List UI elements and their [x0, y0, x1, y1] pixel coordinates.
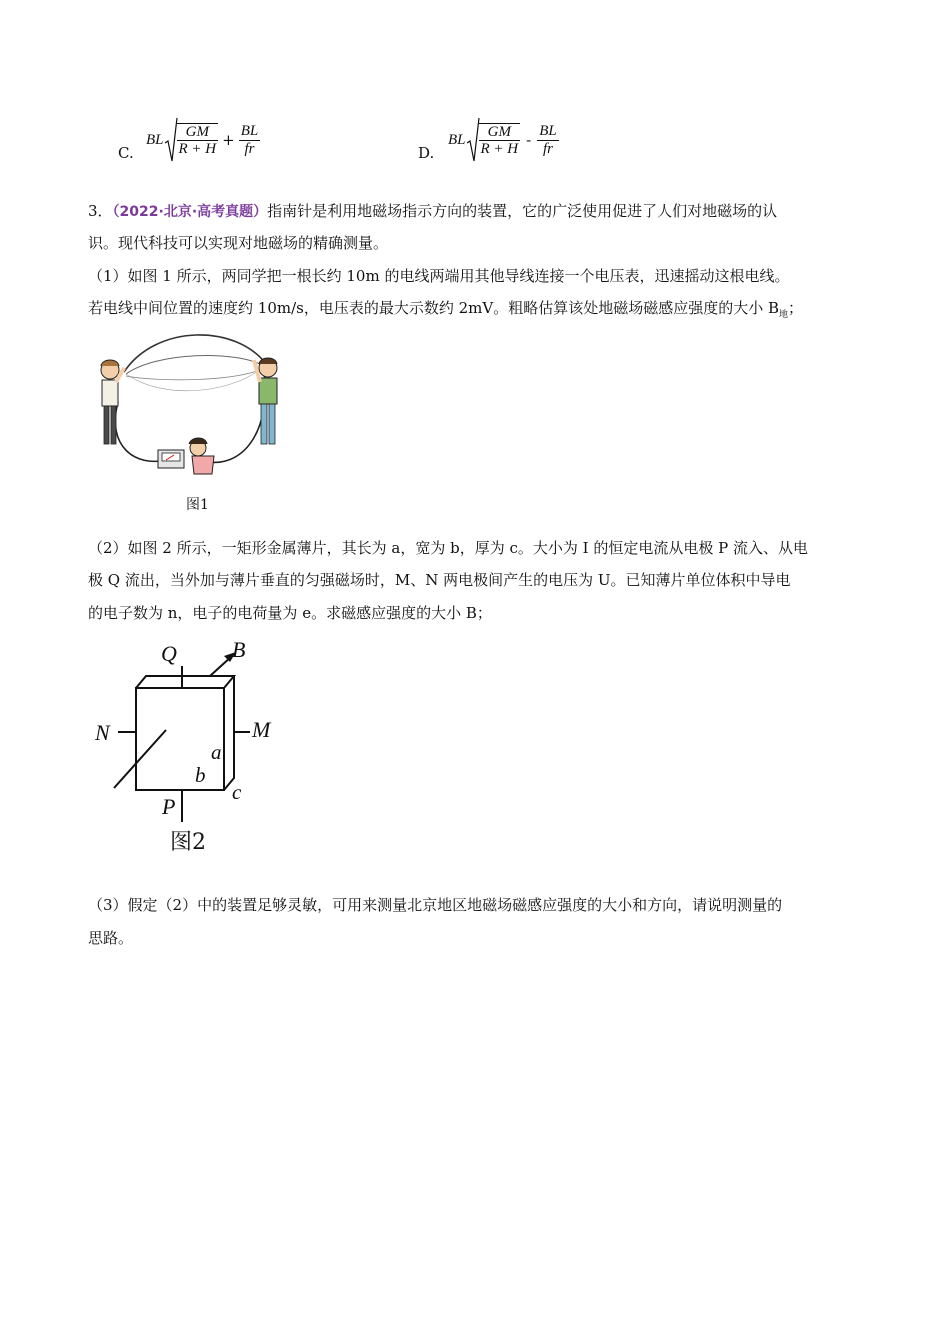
figure2-label-m: M: [252, 717, 271, 742]
sqrt-fraction: [177, 123, 219, 158]
formula-fr: fr: [542, 140, 553, 157]
part1-line1: （1）如图 1 所示，两同学把一根长约 10m 的电线两端用其他导线连接一个电压表，迅速摇动这根电线。: [88, 267, 790, 285]
sqrt-sign-icon: [466, 117, 480, 163]
formula-rh: R + H: [480, 141, 519, 157]
figure1-caption: 图1: [186, 497, 209, 513]
option-c-formula: [146, 117, 260, 163]
figure2-label-a: a: [211, 740, 222, 764]
part2-line3: 的电子数为 n，电子的电荷量为 e。求磁感应强度的大小 B；: [88, 604, 492, 622]
fraction-bl-fr: [239, 123, 261, 157]
formula-bl-num: BL: [539, 123, 557, 139]
option-d-formula: [448, 117, 559, 163]
formula-sign: -: [526, 131, 532, 149]
formula-bl: BL: [146, 131, 164, 148]
formula-gm: GM: [479, 124, 521, 142]
figure2-caption: 图2: [170, 830, 206, 855]
figure1-illustration: [96, 332, 286, 482]
formula-fr: fr: [244, 140, 255, 157]
figure2-label-p: P: [162, 794, 176, 819]
intro-text: 指南针是利用地磁场指示方向的装置，它的广泛使用促进了人们对地磁场的认: [267, 202, 778, 220]
figure2-label-c: c: [232, 780, 242, 804]
part2-line2: 极 Q 流出，当外加与薄片垂直的匀强磁场时，M、N 两电极间产生的电压为 U。已知薄片单位体积中导电: [88, 571, 791, 589]
figure2-label-q: Q: [161, 641, 177, 666]
part1-text: 若电线中间位置的速度约 10m/s，电压表的最大示数约 2mV。粗略估算该处地磁场磁感应强度的大小 B: [88, 299, 779, 317]
question-source-tag: （2022·北京·高考真题）: [112, 204, 268, 220]
figure2-label-n: N: [95, 720, 110, 745]
part1-line2: [88, 298, 868, 325]
fraction-bl-fr: [537, 123, 559, 157]
formula-rh: R + H: [178, 141, 217, 157]
question-intro-line2: 识。现代科技可以实现对地磁场的精确测量。: [88, 234, 389, 252]
formula-bl-num: BL: [240, 123, 259, 139]
sqrt-sign-icon: [164, 117, 178, 163]
option-d-label: D.: [418, 144, 435, 162]
question-intro-line1: [88, 201, 868, 222]
figure2-label-b-lower: b: [195, 763, 206, 787]
part1-end: ；: [788, 299, 804, 317]
formula-bl: BL: [448, 131, 466, 148]
question-number: 3．: [88, 202, 113, 220]
part3-line1: （3）假定（2）中的装置足够灵敏，可用来测量北京地区地磁场磁感应强度的大小和方向，请说明测量的: [88, 896, 783, 914]
part2-line1: （2）如图 2 所示，一矩形金属薄片，其长为 a，宽为 b，厚为 c。大小为 I 的恒定电流从电极 P 流入、从电: [88, 539, 808, 557]
option-c-label: C.: [118, 144, 134, 162]
sqrt-fraction: [479, 123, 521, 158]
part3-line2: 思路。: [88, 929, 134, 947]
part1-subscript: 地: [779, 310, 789, 320]
formula-gm: GM: [177, 124, 219, 142]
figure2-label-b: B: [232, 637, 246, 662]
formula-sign: +: [222, 131, 235, 149]
